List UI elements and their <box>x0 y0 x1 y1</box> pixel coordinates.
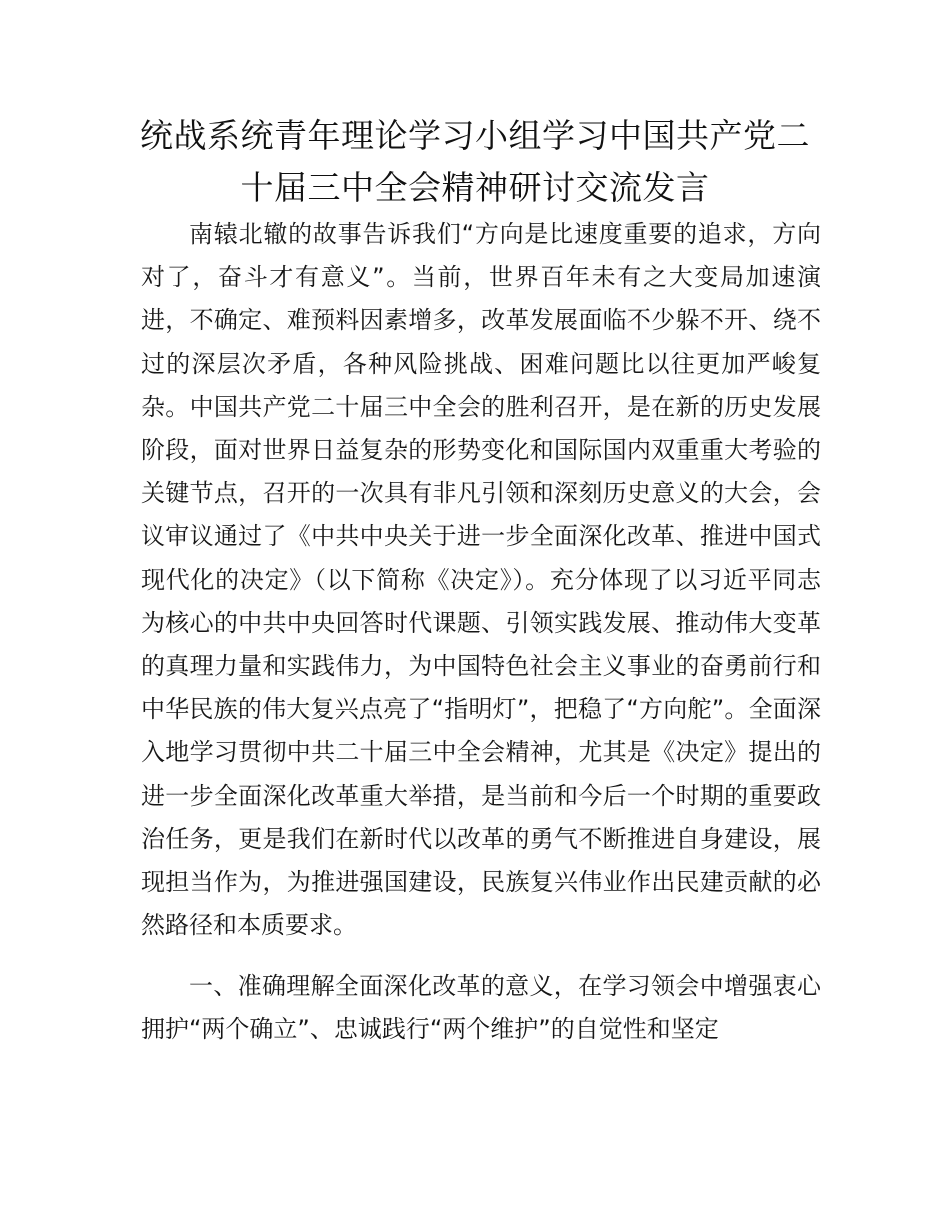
document-title-line-1: 统战系统青年理论学习小组学习中国共产党二 <box>140 116 810 155</box>
body-paragraph-intro: 南辕北辙的故事告诉我们“方向是比速度重要的追求，方向对了，奋斗才有意义”。当前，世界百年未有之大变局加速演进，不确定、难预料因素增多，改革发展面临不少躲不开、绕不过的深层次矛盾，各种风险挑战、困难问题比以往更加严峻复杂。中国共产党二十届三中全会的胜利召开，是在新的历史发展阶段，面对世界日益复杂的形势变化和国际国内双重重大考验的关键节点，召开的一次具有非凡引领和深刻历史意义的大会，会议审议通过了《中共中央关于进一步全面深化改革、推进中国式现代化的决定》（以下简称《决定》）。充分体现了以习近平同志为核心的中共中央回答时代课题、引领实践发展、推动伟大变革的真理力量和实践伟力，为中国特色社会主义事业的奋勇前行和中华民族的伟大复兴点亮了“指明灯”，把稳了“方向舵”。全面深入地学习贯彻中共二十届三中全会精神，尤其是《决定》提出的进一步全面深化改革重大举措，是当前和今后一个时期的重要政治任务，更是我们在新时代以改革的勇气不断推进自身建设，展现担当作为，为推进强国建设，民族复兴伟业作出民建贡献的必然路径和本质要求。 <box>141 220 821 940</box>
document-title <box>120 110 830 214</box>
document-title-line-2: 十届三中全会精神研讨交流发言 <box>240 168 710 207</box>
body-paragraph-section-one: 一、准确理解全面深化改革的意义，在学习领会中增强衷心拥护“两个确立”、忠诚践行“两个维护”的自觉性和坚定 <box>141 972 821 1044</box>
